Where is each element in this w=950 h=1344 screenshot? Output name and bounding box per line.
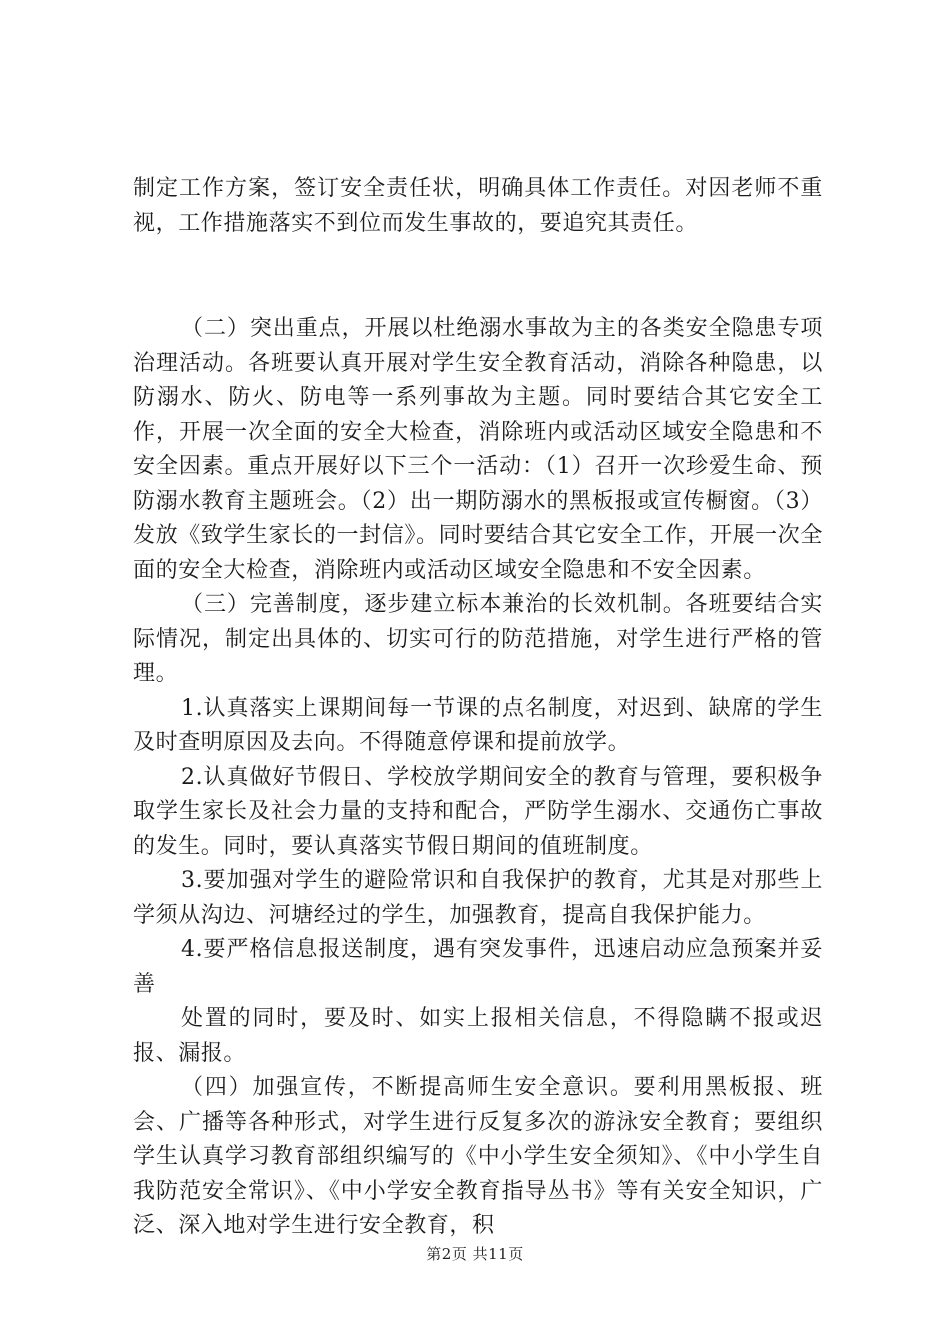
paragraph-responsibility: 制定工作方案，签订安全责任状，明确具体工作责任。对因老师不重视，工作措施落实不到位而发生事故的，要追究其责任。: [133, 176, 823, 236]
paragraph-item-3: 3.要加强对学生的避险常识和自我保护的教育，尤其是对那些上学须从沟边、河塘经过的学生，加强教育，提高自我保护能力。: [133, 868, 823, 928]
page-number-footer: 第2页 共11页: [426, 1245, 524, 1263]
paragraph-item-1: 1.认真落实上课期间每一节课的点名制度，对迟到、缺席的学生及时查明原因及去向。不得随意停课和提前放学。: [133, 695, 823, 755]
paragraph-item-4: 4.要严格信息报送制度，遇有突发事件，迅速启动应急预案并妥善: [133, 937, 823, 997]
paragraph-section-4: （四）加强宣传，不断提高师生安全意识。要利用黑板报、班会、广播等各种形式，对学生进行反复多次的游泳安全教育；要组织学生认真学习教育部组织编写的《中小学生安全须知》、《中小学生自我防范安全常识》、《中小学安全教育指导丛书》等有关安全知识，广泛、深入地对学生进行安全教育，积: [133, 1075, 823, 1238]
paragraph-section-3: （三）完善制度，逐步建立标本兼治的长效机制。各班要结合实际情况，制定出具体的、切实可行的防范措施，对学生进行严格的管理。: [133, 592, 823, 686]
paragraph-section-2: （二）突出重点，开展以杜绝溺水事故为主的各类安全隐患专项治理活动。各班要认真开展对学生安全教育活动，消除各种隐患，以防溺水、防火、防电等一系列事故为主题。同时要结合其它安全工作，开展一次全面的安全大检查，消除班内或活动区域安全隐患和不安全因素。重点开展好以下三个一活动：（1）召开一次珍爱生命、预防溺水教育主题班会。（2）出一期防溺水的黑板报或宣传橱窗。（3）发放《致学生家长的一封信》。同时要结合其它安全工作，开展一次全面的安全大检查，消除班内或活动区域安全隐患和不安全因素。: [133, 316, 823, 583]
paragraph-item-4-continued: 处置的同时，要及时、如实上报相关信息，不得隐瞒不报或迟报、漏报。: [133, 1006, 823, 1066]
text-block-top: [133, 172, 823, 241]
text-block-main: [133, 312, 823, 1244]
paragraph-item-2: 2.认真做好节假日、学校放学期间安全的教育与管理，要积极争取学生家长及社会力量的支持和配合，严防学生溺水、交通伤亡事故的发生。同时，要认真落实节假日期间的值班制度。: [133, 764, 823, 859]
